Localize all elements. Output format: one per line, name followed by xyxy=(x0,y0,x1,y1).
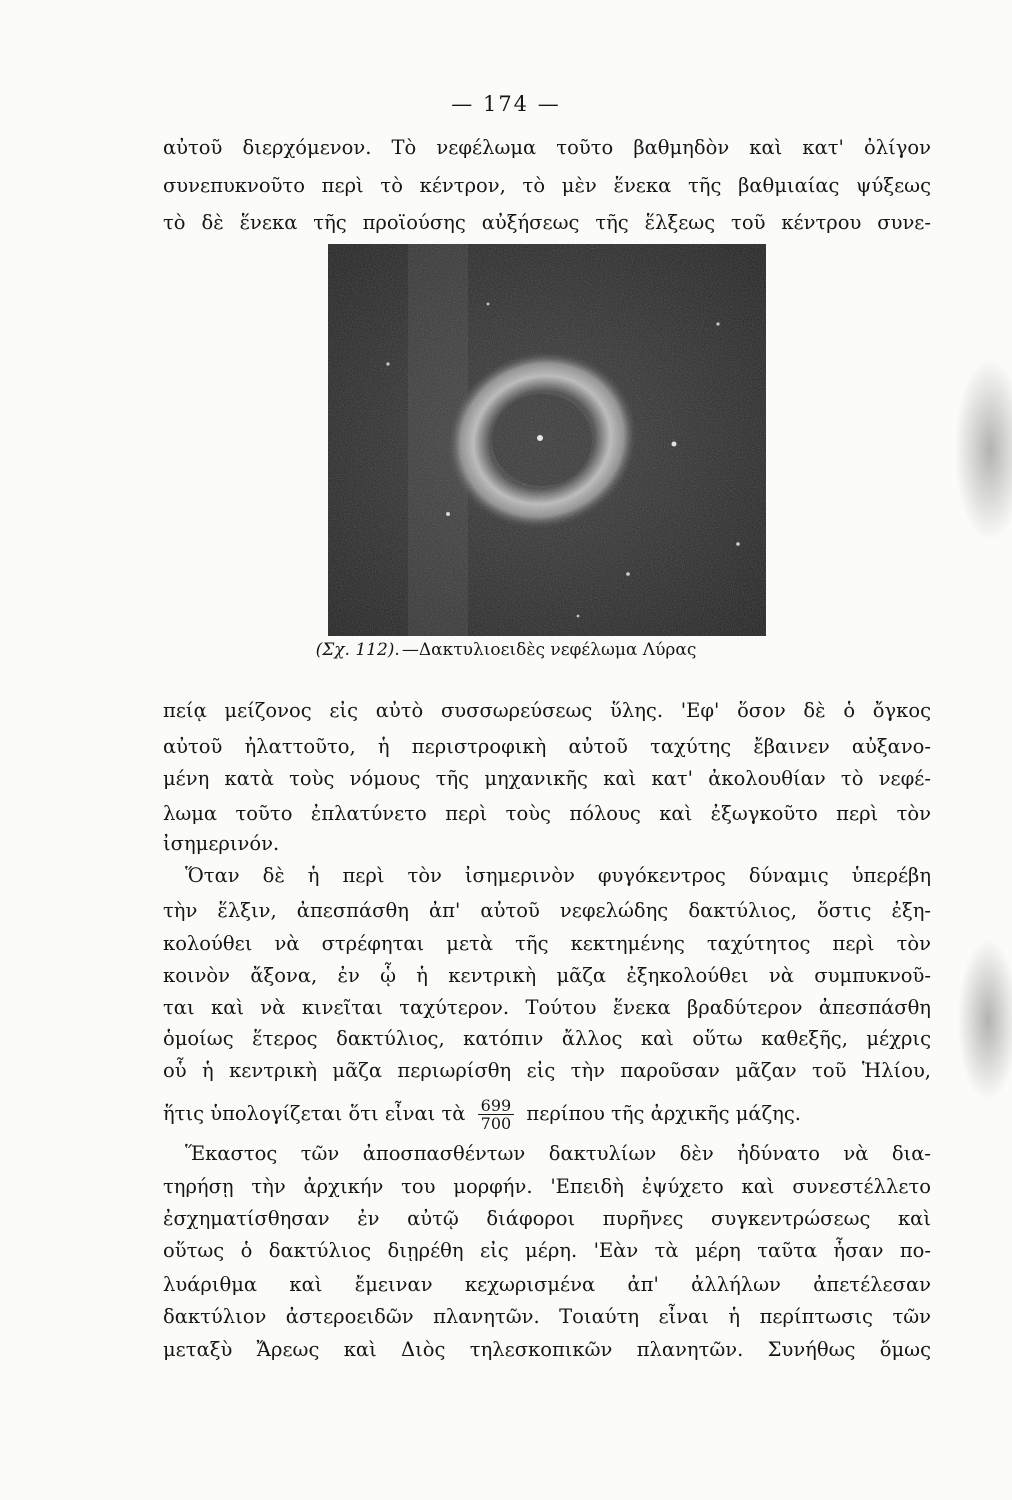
fraction-line-after: περίπου τῆς ἀρχικῆς μάζης. xyxy=(526,1102,801,1125)
text-line: αὐτοῦ ἠλαττοῦτο, ἡ περιστροφικὴ αὐτοῦ ταχύτης ἔβαινεν αὐξανο- xyxy=(163,735,931,758)
text-line: ται καὶ νὰ κινεῖται ταχύτερον. Τούτου ἕνεκα βραδύτερον ἀπεσπάσθη xyxy=(163,996,931,1019)
text-line: μένη κατὰ τοὺς νόμους τῆς μηχανικῆς καὶ κατ' ἀκολουθίαν τὸ νεφέ- xyxy=(163,767,931,790)
text-line: αὐτοῦ διερχόμενον. Τὸ νεφέλωμα τοῦτο βαθμηδὸν καὶ κατ' ὀλίγον xyxy=(163,136,931,159)
ring-nebula-image xyxy=(328,244,766,636)
text-line: πείᾳ μείζονος εἰς αὐτὸ συσσωρεύσεως ὕλης. 'Εφ' ὅσον δὲ ὁ ὄγκος xyxy=(163,699,931,722)
fraction-line-before: ἥτις ὑπολογίζεται ὅτι εἶναι τὰ xyxy=(163,1102,466,1125)
text-line: ἰσημερινόν. xyxy=(163,832,280,855)
nebula-photograph xyxy=(328,244,766,636)
text-line: τὴν ἕλξιν, ἀπεσπάσθη ἀπ' αὐτοῦ νεφελώδης δακτύλιος, ὅστις ἐξη- xyxy=(163,899,931,922)
text-line: συνεπυκνοῦτο περὶ τὸ κέντρον, τὸ μὲν ἕνεκα τῆς βαθμιαίας ψύξεως xyxy=(163,174,931,197)
figure-caption xyxy=(0,638,1012,662)
text-line: οὕτως ὁ δακτύλιος διῃρέθη εἰς μέρη. 'Εὰν τὰ μέρη ταῦτα ἦσαν πο- xyxy=(163,1239,931,1262)
fraction-denominator: 700 xyxy=(480,1114,512,1133)
caption-text: —Δακτυλιοειδὲς νεφέλωμα Λύρας xyxy=(401,640,697,660)
figure-number: (Σχ. 112). xyxy=(315,640,400,660)
fraction-line xyxy=(163,1090,931,1138)
text-line: ὁμοίως ἕτερος δακτύλιος, κατόπιν ἄλλος καὶ οὕτω καθεξῆς, μέχρις xyxy=(163,1027,931,1050)
text-line: δακτύλιον ἀστεροειδῶν πλανητῶν. Τοιαύτη εἶναι ἡ περίπτωσις τῶν xyxy=(163,1305,931,1328)
text-line: Ἕκαστος τῶν ἀποσπασθέντων δακτυλίων δὲν ἠδύνατο νὰ δια- xyxy=(185,1142,931,1165)
margin-stain-upper xyxy=(955,360,1012,540)
text-line: μεταξὺ Ἄρεως καὶ Διὸς τηλεσκοπικῶν πλανητῶν. Συνήθως ὅμως xyxy=(163,1338,931,1361)
text-line: Ὅταν δὲ ἡ περὶ τὸν ἰσημερινὸν φυγόκεντρος δύναμις ὑπερέβη xyxy=(185,864,931,887)
fraction-numerator: 699 xyxy=(478,1097,515,1115)
margin-stain-lower xyxy=(958,940,1012,1100)
text-line: τηρήσῃ τὴν ἀρχικήν του μορφήν. 'Επειδὴ ἐψύχετο καὶ συνεστέλλετο xyxy=(163,1175,931,1198)
text-line: οὗ ἡ κεντρικὴ μᾶζα περιωρίσθη εἰς τὴν παροῦσαν μᾶζαν τοῦ Ἡλίου, xyxy=(163,1059,931,1082)
text-line: κοινὸν ἄξονα, ἐν ᾧ ἡ κεντρικὴ μᾶζα ἐξηκολούθει νὰ συμπυκνοῦ- xyxy=(163,964,931,987)
text-line: λυάριθμα καὶ ἔμειναν κεχωρισμένα ἀπ' ἀλλήλων ἀπετέλεσαν xyxy=(163,1273,931,1296)
text-line: ἐσχηματίσθησαν ἐν αὐτῷ διάφοροι πυρῆνες συγκεντρώσεως καὶ xyxy=(163,1207,931,1230)
fraction-699-700 xyxy=(478,1097,515,1132)
page-number: — 174 — xyxy=(451,92,561,116)
text-line: τὸ δὲ ἕνεκα τῆς προϊούσης αὐξήσεως τῆς ἕλξεως τοῦ κέντρου συνε- xyxy=(163,211,931,234)
text-line: κολούθει νὰ στρέφηται μετὰ τῆς κεκτημένης ταχύτητος περὶ τὸν xyxy=(163,932,931,955)
text-line: λωμα τοῦτο ἐπλατύνετο περὶ τοὺς πόλους καὶ ἐξωγκοῦτο περὶ τὸν xyxy=(163,802,931,825)
